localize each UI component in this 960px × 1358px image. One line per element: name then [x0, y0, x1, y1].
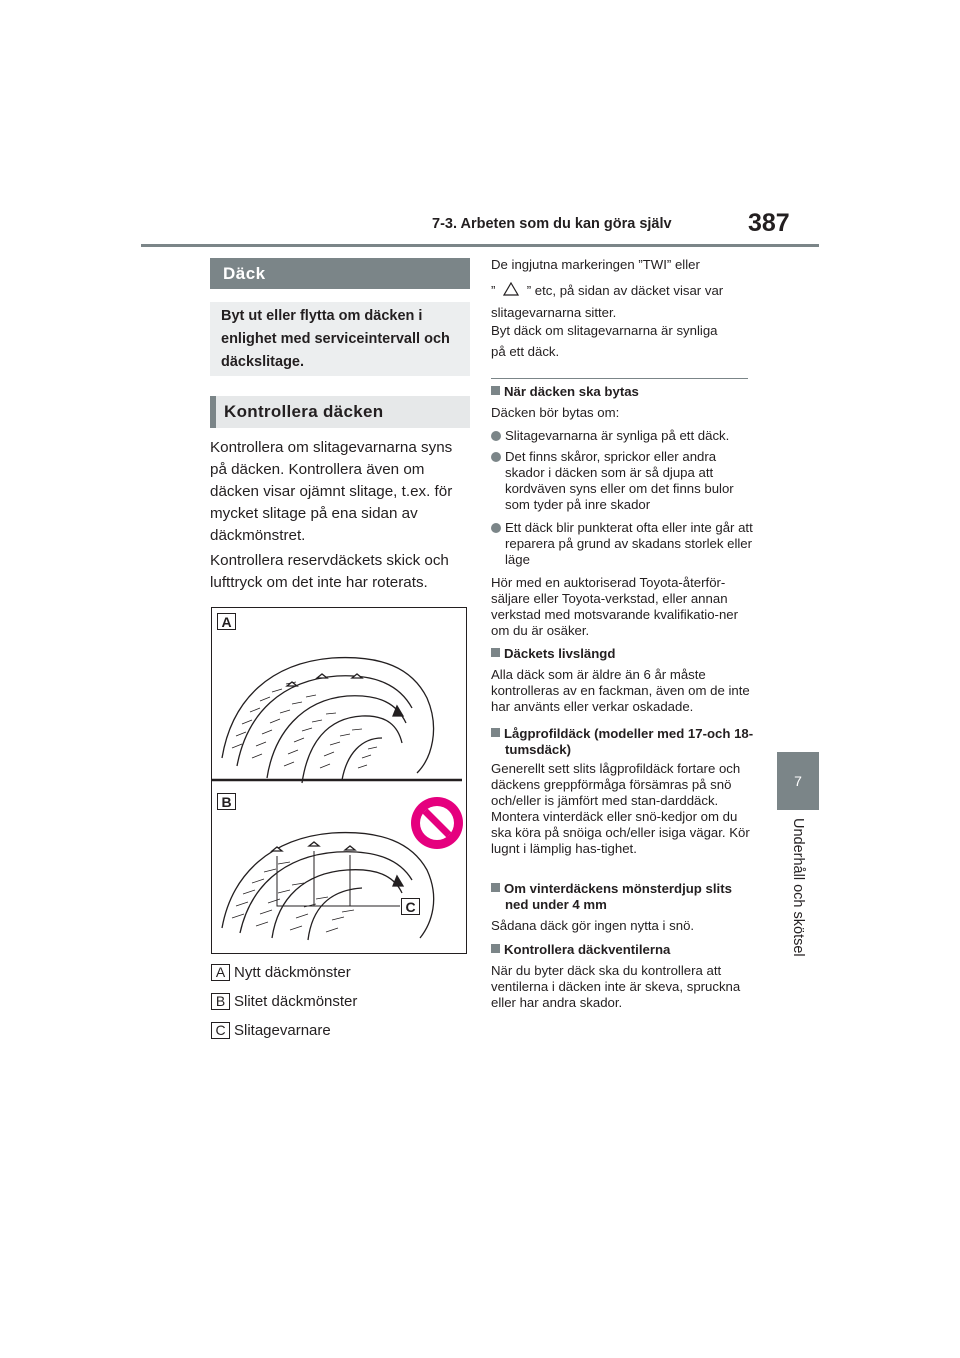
bullet-item: [491, 520, 753, 568]
winter-text: Sådana däck gör ingen nytta i snö.: [491, 918, 695, 933]
intro-line-5: på ett däck.: [491, 344, 560, 359]
square-bullet-icon: [491, 944, 500, 953]
paragraph-check-wear: Kontrollera om slitagevarnarna syns på däcken. Kontrollera även om däcken visar ojämnt slitage, t.ex. för mycket slitage på ena sidan av däckmönstret.: [210, 439, 453, 544]
legend-item-a: [211, 962, 351, 982]
chapter-title-text: Underhåll och skötsel: [790, 818, 806, 957]
figure-label-b: B: [217, 793, 236, 810]
bullet-dot-icon: [491, 431, 501, 441]
section-heading-low-profile: [491, 726, 755, 758]
page-number: 387: [748, 209, 790, 237]
low-profile-text: Generellt sett slits lågprofildäck fortare och däckens greppförmåga försämras på snö och/eller is jämfört med stan-darddäck. Montera vinterdäck eller snö-kedjor om du ska köra på snöiga och/eller isiga vägar. Kör lugnt i lämplig has-tighet.: [491, 761, 750, 856]
intro-line-2-post: ” etc, på sidan av däcket visar var: [526, 283, 724, 298]
section-heading-valves: [491, 942, 670, 958]
legend-text-b: Slitet däckmönster: [234, 992, 358, 1010]
header-section-title: 7-3. Arbeten som du kan göra själv: [432, 216, 672, 232]
bullet-dot-icon: [491, 452, 501, 462]
section-heading-replace-text: När däcken ska bytas: [504, 384, 639, 399]
intro-line-2: [491, 280, 753, 302]
square-bullet-icon: [491, 883, 500, 892]
summary-box: [210, 302, 470, 376]
chapter-tab: [777, 752, 819, 810]
intro-line-3: slitagevarnarna sitter.: [491, 305, 617, 320]
section-title-text: Däck: [223, 263, 266, 283]
section-heading-lifetime-text: Däckets livslängd: [504, 646, 616, 661]
replace-lead: Däcken bör bytas om:: [491, 405, 620, 420]
replace-tail: Hör med en auktoriserad Toyota-återför-säljare eller Toyota-verkstad, eller annan verkstad med motsvarande kvalifikatio-ner om du är osäker.: [491, 575, 739, 638]
section-heading-winter-text: Om vinterdäckens mönsterdjup slits ned under 4 mm: [504, 881, 732, 912]
legend-key-c: C: [211, 1022, 230, 1039]
legend-key-b: B: [211, 993, 230, 1010]
bullet-text: Slitagevarnarna är synliga på ett däck.: [505, 428, 730, 443]
bullet-item: [491, 428, 753, 444]
intro-line-4: Byt däck om slitagevarnarna är synliga: [491, 323, 718, 338]
tire-tread-figure: [211, 607, 467, 954]
section-divider: [491, 378, 748, 379]
valves-text: När du byter däck ska du kontrollera att ventilerna i däcken inte är skeva, spruckna eller har andra skador.: [491, 963, 741, 1010]
section-heading-winter: [491, 881, 755, 913]
summary-text: Byt ut eller flytta om däcken i enlighet med serviceintervall och däckslitage.: [221, 308, 450, 370]
legend-key-a: A: [211, 964, 230, 981]
bullet-text: Ett däck blir punkterat ofta eller inte går att reparera på grund av skadans storlek eller läge: [505, 520, 753, 567]
bullet-text: Det finns skåror, sprickor eller andra skador i däcken som är så djupa att kordväven syns eller om det finns bulor som tyder på inre skador: [505, 449, 734, 512]
header-rule: [141, 244, 819, 247]
lifetime-text: Alla däck som är äldre än 6 år måste kontrolleras av en fackman, även om de inte har använts eller verkar oskadade.: [491, 667, 750, 714]
subsection-title: [210, 396, 470, 428]
prohibition-sign-icon: [411, 797, 463, 849]
square-bullet-icon: [491, 386, 500, 395]
section-heading-valves-text: Kontrollera däckventilerna: [504, 942, 671, 957]
new-tire-drawing: [222, 658, 434, 783]
triangle-marker-icon: [503, 282, 519, 296]
legend-text-a: Nytt däckmönster: [234, 963, 351, 981]
section-title: [210, 258, 470, 289]
legend-text-c: Slitagevarnare: [234, 1021, 331, 1039]
bullet-item: [491, 449, 753, 513]
intro-line-2-pre: ”: [491, 283, 496, 298]
legend-item-b: [211, 991, 357, 1011]
section-heading-low-profile-text: Lågprofildäck (modeller med 17-och 18-tumsdäck): [504, 726, 754, 757]
square-bullet-icon: [491, 728, 500, 737]
square-bullet-icon: [491, 648, 500, 657]
bullet-dot-icon: [491, 523, 501, 533]
figure-label-a: A: [217, 613, 236, 630]
intro-line-1: De ingjutna markeringen ”TWI” eller: [491, 257, 700, 272]
paragraph-spare-tire: Kontrollera reservdäckets skick och lufttryck om det inte har roterats.: [210, 552, 449, 591]
section-heading-replace: [491, 384, 639, 400]
tire-illustration: [212, 608, 466, 953]
subsection-title-text: Kontrollera däcken: [224, 402, 384, 421]
worn-tire-drawing: [222, 833, 434, 940]
section-heading-lifetime: [491, 646, 615, 662]
chapter-number: 7: [794, 773, 802, 789]
figure-label-c: C: [401, 898, 420, 915]
legend-item-c: [211, 1020, 331, 1040]
chapter-title: [778, 818, 818, 978]
